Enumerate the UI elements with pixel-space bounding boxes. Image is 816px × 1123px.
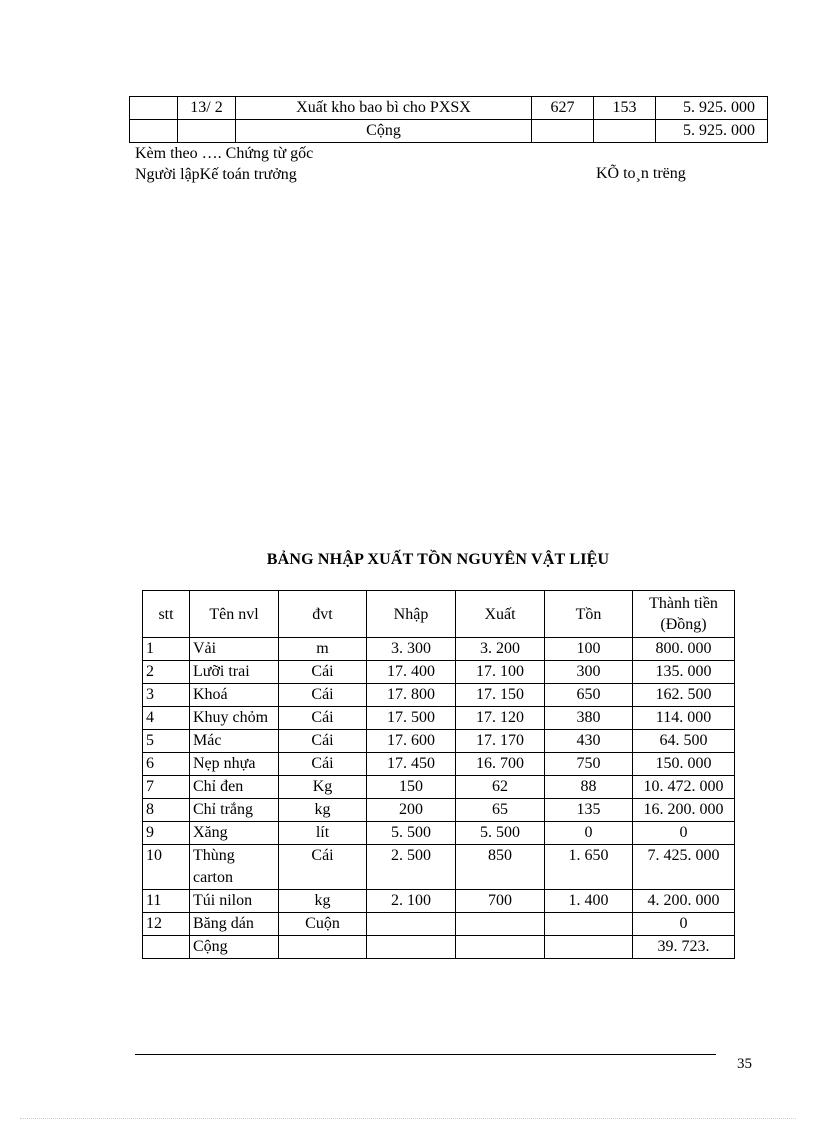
- chief-accountant-label: KÕ to¸n trëng: [596, 165, 686, 182]
- row-material-name: Xăng: [190, 822, 279, 845]
- row-material-name: Nẹp nhựa: [190, 753, 279, 776]
- row-stock: 135: [545, 799, 633, 822]
- empty-cell: [143, 936, 190, 959]
- page-number: 35: [737, 1056, 752, 1072]
- ledger-cell: [178, 120, 236, 143]
- table-row: [143, 730, 735, 753]
- row-export: 17. 100: [456, 661, 545, 684]
- attachment-note: Kèm theo …. Chứng từ gốc: [135, 145, 314, 162]
- ledger-cell-doc: 13/ 2: [178, 97, 236, 120]
- table-row: [143, 822, 735, 845]
- row-export: 17. 150: [456, 684, 545, 707]
- row-amount: 135. 000: [633, 661, 735, 684]
- inventory-title: BẢNG NHẬP XUẤT TỒN NGUYÊN VẬT LIỆU: [266, 551, 610, 568]
- row-amount: 10. 472. 000: [633, 776, 735, 799]
- row-unit: Cuộn: [279, 913, 367, 936]
- table-row: [143, 890, 735, 913]
- row-material-name: Chỉ trắng: [190, 799, 279, 822]
- row-stock: 750: [545, 753, 633, 776]
- column-header: Tên nvl: [190, 591, 279, 638]
- row-material-name: Mác: [190, 730, 279, 753]
- row-export: 3. 200: [456, 638, 545, 661]
- row-export: 65: [456, 799, 545, 822]
- table-row: [143, 661, 735, 684]
- table-row: [143, 753, 735, 776]
- ledger-table: [129, 96, 768, 143]
- row-stt: 2: [143, 661, 190, 684]
- row-stock: 100: [545, 638, 633, 661]
- ledger-cell: [594, 120, 656, 143]
- column-header: đvt: [279, 591, 367, 638]
- row-unit: Cái: [279, 753, 367, 776]
- row-import: 17. 500: [367, 707, 456, 730]
- ledger-cell-debit: 627: [532, 97, 594, 120]
- row-unit: Cái: [279, 661, 367, 684]
- empty-cell: [367, 936, 456, 959]
- row-export: [456, 913, 545, 936]
- row-stock: [545, 913, 633, 936]
- column-header: stt: [143, 591, 190, 638]
- row-export: 62: [456, 776, 545, 799]
- column-header: Thành tiền (Đồng): [633, 591, 735, 638]
- row-import: 200: [367, 799, 456, 822]
- column-header: Tồn: [545, 591, 633, 638]
- empty-cell: [279, 936, 367, 959]
- row-unit: lít: [279, 822, 367, 845]
- row-import: 2. 500: [367, 845, 456, 890]
- row-stock: 650: [545, 684, 633, 707]
- row-import: 5. 500: [367, 822, 456, 845]
- row-stt: 5: [143, 730, 190, 753]
- row-export: 17. 170: [456, 730, 545, 753]
- table-row: [143, 776, 735, 799]
- row-amount: 0: [633, 913, 735, 936]
- row-stock: 0: [545, 822, 633, 845]
- ledger-row: [130, 97, 768, 120]
- row-stt: 11: [143, 890, 190, 913]
- row-unit: kg: [279, 799, 367, 822]
- row-amount: 114. 000: [633, 707, 735, 730]
- row-import: 3. 300: [367, 638, 456, 661]
- row-stock: 300: [545, 661, 633, 684]
- row-unit: Kg: [279, 776, 367, 799]
- ledger-total-label: Cộng: [236, 120, 532, 143]
- row-amount: 64. 500: [633, 730, 735, 753]
- footer-rule: [135, 1054, 716, 1055]
- row-stt: 3: [143, 684, 190, 707]
- row-unit: m: [279, 638, 367, 661]
- row-stock: 380: [545, 707, 633, 730]
- empty-cell: [545, 936, 633, 959]
- row-stt: 9: [143, 822, 190, 845]
- row-export: 17. 120: [456, 707, 545, 730]
- row-unit: kg: [279, 890, 367, 913]
- row-stt: 7: [143, 776, 190, 799]
- row-material-name: Khoá: [190, 684, 279, 707]
- row-export: 850: [456, 845, 545, 890]
- row-stt: 10: [143, 845, 190, 890]
- row-import: 17. 400: [367, 661, 456, 684]
- inventory-total-label: Cộng: [190, 936, 279, 959]
- row-stock: 1. 400: [545, 890, 633, 913]
- row-export: 5. 500: [456, 822, 545, 845]
- row-stt: 8: [143, 799, 190, 822]
- ledger-cell: [532, 120, 594, 143]
- table-row: [143, 913, 735, 936]
- row-amount: 4. 200. 000: [633, 890, 735, 913]
- row-import: 150: [367, 776, 456, 799]
- row-material-name: Thùng carton: [190, 845, 279, 890]
- ledger-cell-credit: 153: [594, 97, 656, 120]
- ledger-cell: [130, 120, 178, 143]
- row-stt: 12: [143, 913, 190, 936]
- row-stock: 430: [545, 730, 633, 753]
- ledger-cell-description: Xuất kho bao bì cho PXSX: [236, 97, 532, 120]
- row-amount: 162. 500: [633, 684, 735, 707]
- row-stock: 88: [545, 776, 633, 799]
- table-row: [143, 684, 735, 707]
- ledger-total-amount: 5. 925. 000: [656, 120, 768, 143]
- row-material-name: Băng dán: [190, 913, 279, 936]
- row-import: [367, 913, 456, 936]
- row-amount: 7. 425. 000: [633, 845, 735, 890]
- row-material-name: Lưỡi trai: [190, 661, 279, 684]
- table-row: [143, 845, 735, 890]
- table-row: [143, 799, 735, 822]
- column-header: Nhập: [367, 591, 456, 638]
- row-stock: 1. 650: [545, 845, 633, 890]
- row-material-name: Vải: [190, 638, 279, 661]
- inventory-header-row: [143, 591, 735, 638]
- row-import: 17. 600: [367, 730, 456, 753]
- inventory-total-row: [143, 936, 735, 959]
- row-export: 16. 700: [456, 753, 545, 776]
- row-material-name: Túi nilon: [190, 890, 279, 913]
- row-stt: 4: [143, 707, 190, 730]
- inventory-total-amount: 39. 723.: [633, 936, 735, 959]
- table-row: [143, 638, 735, 661]
- row-material-name: Chỉ đen: [190, 776, 279, 799]
- row-unit: Cái: [279, 845, 367, 890]
- row-import: 2. 100: [367, 890, 456, 913]
- row-import: 17. 800: [367, 684, 456, 707]
- preparer-signature-label: Người lậpKế toán trưởng: [135, 166, 297, 183]
- row-amount: 0: [633, 822, 735, 845]
- row-unit: Cái: [279, 684, 367, 707]
- empty-cell: [456, 936, 545, 959]
- row-amount: 150. 000: [633, 753, 735, 776]
- ledger-cell-amount: 5. 925. 000: [656, 97, 768, 120]
- ledger-total-row: [130, 120, 768, 143]
- row-export: 700: [456, 890, 545, 913]
- row-material-name: Khuy chỏm: [190, 707, 279, 730]
- row-amount: 16. 200. 000: [633, 799, 735, 822]
- row-unit: Cái: [279, 707, 367, 730]
- row-stt: 6: [143, 753, 190, 776]
- ledger-cell: [130, 97, 178, 120]
- row-stt: 1: [143, 638, 190, 661]
- row-unit: Cái: [279, 730, 367, 753]
- row-import: 17. 450: [367, 753, 456, 776]
- table-row: [143, 707, 735, 730]
- row-amount: 800. 000: [633, 638, 735, 661]
- inventory-table: [142, 590, 735, 959]
- column-header: Xuất: [456, 591, 545, 638]
- page-edge-dots: [20, 1118, 796, 1119]
